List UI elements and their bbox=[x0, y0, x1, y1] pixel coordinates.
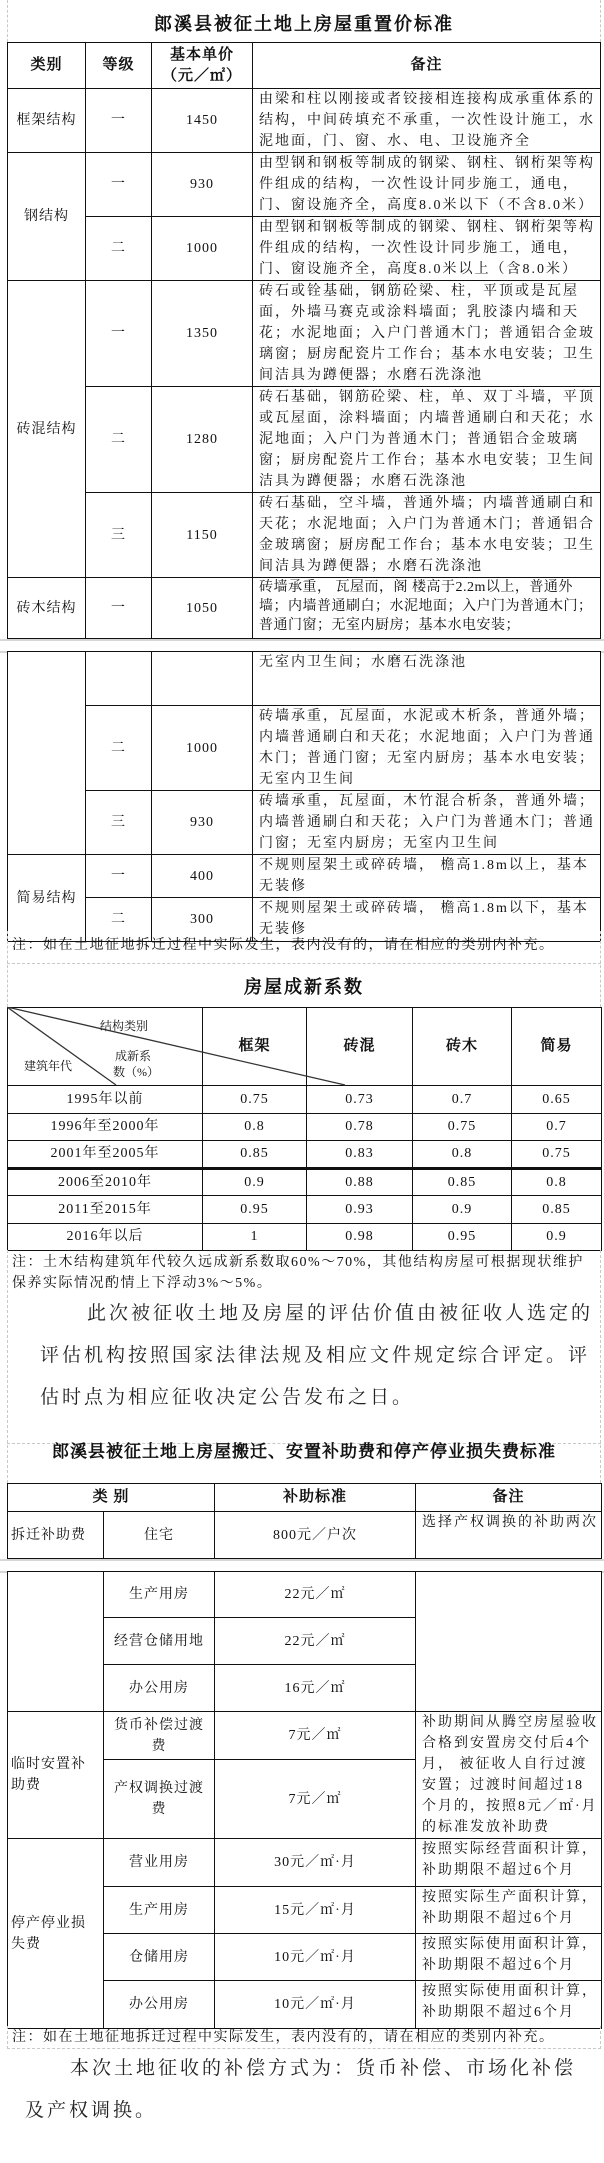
row-label: 2001年至2005年 bbox=[8, 1141, 203, 1169]
remark-cell: 砖石基础，空斗墙，普通外墙；内墙普通刷白和天花；水泥地面；入户门为普通木门；普通铝合金玻璃窗；厨房配工作台；基本水电安装；卫生间洁具为蹲便器；水磨石洗涤池 bbox=[253, 493, 601, 578]
table-cell: 砖木结构 bbox=[8, 578, 86, 639]
table-cell: 930 bbox=[152, 153, 253, 217]
remark-cell: 按照实际使用面积计算，补助期限不超过6个月 bbox=[416, 1981, 602, 2029]
table-cell: 办公用房 bbox=[104, 1665, 215, 1712]
row-label: 1996年至2000年 bbox=[8, 1113, 203, 1141]
subsidy-title: 郎溪县被征土地上房屋搬迁、安置补助费和停产停业损失费标准 bbox=[52, 1442, 556, 1461]
table-row bbox=[8, 1196, 602, 1224]
table-row bbox=[8, 1572, 602, 1618]
table-row bbox=[8, 493, 601, 578]
table-cell: 钢结构 bbox=[8, 153, 86, 281]
table-cell: 1000 bbox=[152, 217, 253, 281]
table-cell: 二 bbox=[86, 217, 152, 281]
rebuild-price-title: 郎溪县被征土地上房屋重置价标准 bbox=[154, 14, 454, 34]
column-header: 基本单价（元／㎡） bbox=[152, 43, 253, 89]
header-row bbox=[8, 43, 601, 89]
table-cell: 7元／㎡ bbox=[215, 1760, 416, 1839]
coefficient-cell: 0.73 bbox=[307, 1086, 413, 1114]
remark-cell: 选择产权调换的补助两次 bbox=[416, 1512, 602, 1559]
table-cell: 一 bbox=[86, 855, 152, 898]
coefficient-cell: 0.7 bbox=[413, 1086, 512, 1114]
table-cell: 营业用房 bbox=[104, 1839, 215, 1887]
table-cell: 22元／㎡ bbox=[215, 1618, 416, 1665]
corner-label-left: 建筑年代 bbox=[24, 1059, 73, 1073]
remark-cell: 按照实际经营面积计算，补助期限不超过6个月 bbox=[416, 1839, 602, 1887]
coefficient-cell: 0.95 bbox=[203, 1196, 307, 1224]
coefficient-cell: 0.85 bbox=[203, 1141, 307, 1169]
remark-cell: 不规则屋架土或碎砖墙， 檐高1.8m以上，基本无装修 bbox=[253, 855, 601, 898]
table-row bbox=[8, 1484, 602, 1512]
column-header: 等级 bbox=[86, 43, 152, 89]
table-cell: 二 bbox=[86, 706, 152, 791]
coefficient-cell: 0.9 bbox=[203, 1168, 307, 1196]
table-row bbox=[8, 89, 601, 153]
table-cell: 15元／㎡·月 bbox=[215, 1887, 416, 1934]
coefficient-cell: 0.83 bbox=[307, 1141, 413, 1169]
table-cell: 930 bbox=[152, 791, 253, 855]
table-row bbox=[8, 1512, 602, 1559]
table-cell: 7元／㎡ bbox=[215, 1712, 416, 1760]
table-cell: 临时安置补助费 bbox=[8, 1712, 104, 1839]
remark-cell: 砖墙承重，瓦屋面，木竹混合析条，普通外墙；内墙普通刷白和天花；入户门为普通木门；普通门窗；无室内厨房；无室内卫生间 bbox=[253, 791, 601, 855]
remark-cell: 由型钢和钢板等制成的钢梁、钢柱、钢桁架等构件组成的结构，一次性设计同步施工，通电，门、窗设施齐全，高度8.0米以下（不含8.0米） bbox=[253, 153, 601, 217]
table-cell: 仓储用房 bbox=[104, 1934, 215, 1981]
table-row bbox=[8, 791, 601, 855]
table-row bbox=[8, 1113, 602, 1141]
coefficient-cell: 0.95 bbox=[413, 1223, 512, 1251]
table-cell: 300 bbox=[152, 898, 253, 942]
remark-cell: 按照实际生产面积计算，补助期限不超过6个月 bbox=[416, 1887, 602, 1934]
table-row bbox=[8, 281, 601, 387]
column-header: 类别 bbox=[8, 43, 86, 89]
coefficient-cell: 0.98 bbox=[307, 1223, 413, 1251]
coefficient-cell: 0.8 bbox=[413, 1141, 512, 1169]
compensation-paragraph: 本次土地征收的补偿方式为：货币补偿、市场化补偿及产权调换。 bbox=[25, 2058, 577, 2121]
table-cell: 三 bbox=[86, 493, 152, 578]
coefficient-cell: 0.9 bbox=[413, 1196, 512, 1224]
column-header: 砖混 bbox=[307, 1008, 413, 1086]
table-cell bbox=[152, 652, 253, 706]
table-cell: 一 bbox=[86, 281, 152, 387]
table-row bbox=[8, 1839, 602, 1887]
table-cell bbox=[8, 652, 86, 855]
column-header: 砖木 bbox=[413, 1008, 512, 1086]
table-row bbox=[8, 1168, 602, 1196]
table-row bbox=[8, 153, 601, 217]
table-row bbox=[8, 1086, 602, 1114]
row-label: 2016年以后 bbox=[8, 1223, 203, 1251]
table-cell bbox=[8, 1572, 104, 1712]
table-cell: 1450 bbox=[152, 89, 253, 153]
remark-cell: 砖墙承重，瓦屋面，水泥或木析条，普通外墙；内墙普通刷白和天花；水泥地面；入户门为普通木门；普通门窗；无室内厨房；基本水电安装；无室内卫生间 bbox=[253, 706, 601, 791]
row-label: 2011至2015年 bbox=[8, 1196, 203, 1224]
table-cell: 16元／㎡ bbox=[215, 1665, 416, 1712]
table-cell: 1050 bbox=[152, 578, 253, 639]
table-cell: 住宅 bbox=[104, 1512, 215, 1559]
coefficient-cell: 0.9 bbox=[512, 1223, 602, 1251]
coefficient-cell: 1 bbox=[203, 1223, 307, 1251]
table-row bbox=[8, 578, 601, 639]
remark-cell: 砖石基础，钢筋砼梁、柱，单、双丁斗墙，平顶或瓦屋面，涂料墙面；内墙普通刷白和天花；水泥地面；入户门为普通木门；普通铝合金玻璃窗；厨房配瓷片工作台；基本水电安装；卫生间洁具为蹲便器；水磨石洗涤池 bbox=[253, 387, 601, 493]
coefficient-cell: 0.85 bbox=[512, 1196, 602, 1224]
table-row bbox=[8, 1223, 602, 1251]
rebuild-price-table-continued bbox=[7, 651, 601, 942]
table-cell: 二 bbox=[86, 898, 152, 942]
coefficient-cell: 0.75 bbox=[203, 1086, 307, 1114]
coefficient-cell: 0.8 bbox=[512, 1168, 602, 1196]
table-row bbox=[8, 855, 601, 898]
remark-cell: 不规则屋架土或碎砖墙， 檐高1.8m以下，基本无装修 bbox=[253, 898, 601, 942]
table-cell: 三 bbox=[86, 791, 152, 855]
remark-cell: 由型钢和钢板等制成的钢梁、钢柱、钢桁架等构件组成的结构，一次性设计同步施工，通电，门、窗设施齐全，高度8.0米以上（含8.0米） bbox=[253, 217, 601, 281]
table-row bbox=[8, 1141, 602, 1169]
subsidy-table bbox=[7, 1483, 602, 1559]
subsidy-note: 注：如在土地征地拆迁过程中实际发生，表内没有的，请在相应的类别内补充。 bbox=[12, 2030, 555, 2045]
table-cell: 停产停业损失费 bbox=[8, 1839, 104, 2029]
coefficient-cell: 0.88 bbox=[307, 1168, 413, 1196]
coefficient-cell: 0.78 bbox=[307, 1113, 413, 1141]
table-cell: 一 bbox=[86, 578, 152, 639]
column-header: 备注 bbox=[416, 1484, 602, 1512]
table-row bbox=[8, 652, 601, 706]
remark-cell: 由梁和柱以刚接或者铰接相连接构成承重体系的结构，中间砖填充不承重，一次性设计施工，水泥地面，门、窗、水、电、卫设施齐全 bbox=[253, 89, 601, 153]
table-cell: 1150 bbox=[152, 493, 253, 578]
table-cell: 货币补偿过渡费 bbox=[104, 1712, 215, 1760]
table-cell: 砖混结构 bbox=[8, 281, 86, 578]
coefficient-cell: 0.75 bbox=[413, 1113, 512, 1141]
table-cell: 拆迁补助费 bbox=[8, 1512, 104, 1559]
table-cell: 生产用房 bbox=[104, 1887, 215, 1934]
table-cell: 框架结构 bbox=[8, 89, 86, 153]
column-header: 类 别 bbox=[8, 1484, 215, 1512]
coefficient-cell: 0.85 bbox=[413, 1168, 512, 1196]
table-cell: 一 bbox=[86, 153, 152, 217]
column-header: 补助标准 bbox=[215, 1484, 416, 1512]
table-cell: 1350 bbox=[152, 281, 253, 387]
table-row bbox=[8, 387, 601, 493]
table-cell: 办公用房 bbox=[104, 1981, 215, 2029]
table-cell: 800元／户次 bbox=[215, 1512, 416, 1559]
coefficient-cell: 0.75 bbox=[512, 1141, 602, 1169]
coefficient-cell: 0.93 bbox=[307, 1196, 413, 1224]
depreciation-title: 房屋成新系数 bbox=[244, 977, 364, 997]
table-cell: 一 bbox=[86, 89, 152, 153]
diagonal-header-lines bbox=[7, 1007, 367, 1087]
table-cell: 1280 bbox=[152, 387, 253, 493]
corner-label-top: 结构类别 bbox=[100, 1019, 149, 1033]
subsidy-table-continued bbox=[7, 1571, 602, 2029]
remark-cell: 补助期间从腾空房屋验收合格到安置房交付后4个月， 被征收人自行过渡安置；过渡时间超过18个月的，按照8元／㎡·月的标准发放补助费 bbox=[416, 1712, 602, 1839]
remark-cell: 砖石或铨基础，钢筋砼梁、柱，平顶或是瓦屋面，外墙马赛克或涂料墙面；乳胶漆内墙和天花；水泥地面；入户门普通木门；普通铝合金玻璃窗；厨房配瓷片工作台；基本水电安装；卫生间洁具为蹲便器；水磨石洗涤池 bbox=[253, 281, 601, 387]
table-row bbox=[8, 1712, 602, 1760]
depreciation-note: 注：土木结构建筑年代较久远成新系数取60%～70%，其他结构房屋可根据现状维护保养实际情况酌情上下浮动3%～5%。 bbox=[12, 1255, 584, 1291]
table-cell bbox=[86, 652, 152, 706]
rebuild-price-note: 注：如在土地征地拆迁过程中实际发生，表内没有的，请在相应的类别内补充。 bbox=[12, 938, 555, 953]
table-cell: 经营仓储用地 bbox=[104, 1618, 215, 1665]
table-cell: 二 bbox=[86, 387, 152, 493]
table-row bbox=[8, 217, 601, 281]
coefficient-cell: 0.65 bbox=[512, 1086, 602, 1114]
coefficient-cell: 0.7 bbox=[512, 1113, 602, 1141]
column-header: 备注 bbox=[253, 43, 601, 89]
table-cell: 10元／㎡·月 bbox=[215, 1981, 416, 2029]
table-cell: 10元／㎡·月 bbox=[215, 1934, 416, 1981]
row-label: 1995年以前 bbox=[8, 1086, 203, 1114]
remark-cell: 无室内卫生间；水磨石洗涤池 bbox=[253, 652, 601, 706]
table-cell: 400 bbox=[152, 855, 253, 898]
table-cell: 产权调换过渡费 bbox=[104, 1760, 215, 1839]
row-label: 2006至2010年 bbox=[8, 1168, 203, 1196]
rebuild-price-table bbox=[7, 42, 601, 639]
table-cell: 生产用房 bbox=[104, 1572, 215, 1618]
column-header: 简易 bbox=[512, 1008, 602, 1086]
table-cell bbox=[416, 1572, 602, 1712]
table-cell: 30元／㎡·月 bbox=[215, 1839, 416, 1887]
corner-label-middle: 成新系数（%） bbox=[113, 1049, 159, 1079]
table-row bbox=[8, 706, 601, 791]
column-header: 框架 bbox=[203, 1008, 307, 1086]
table-cell: 22元／㎡ bbox=[215, 1572, 416, 1618]
remark-cell: 按照实际使用面积计算，补助期限不超过6个月 bbox=[416, 1934, 602, 1981]
table-cell: 1000 bbox=[152, 706, 253, 791]
coefficient-cell: 0.8 bbox=[203, 1113, 307, 1141]
table-cell: 简易结构 bbox=[8, 855, 86, 942]
assessment-paragraph: 此次被征收土地及房屋的评估价值由被征收人选定的评估机构按照国家法律法规及相应文件规定综合评定。评估时点为相应征收决定公告发布之日。 bbox=[40, 1303, 594, 1408]
remark-cell: 砖墙承重， 瓦屋而，阁 楼高于2.2m以上，普通外墙；内墙普通刷白；水泥地面；入户门为普通木门；普通门窗；无室内厨房；基本水电安装； bbox=[253, 578, 601, 639]
